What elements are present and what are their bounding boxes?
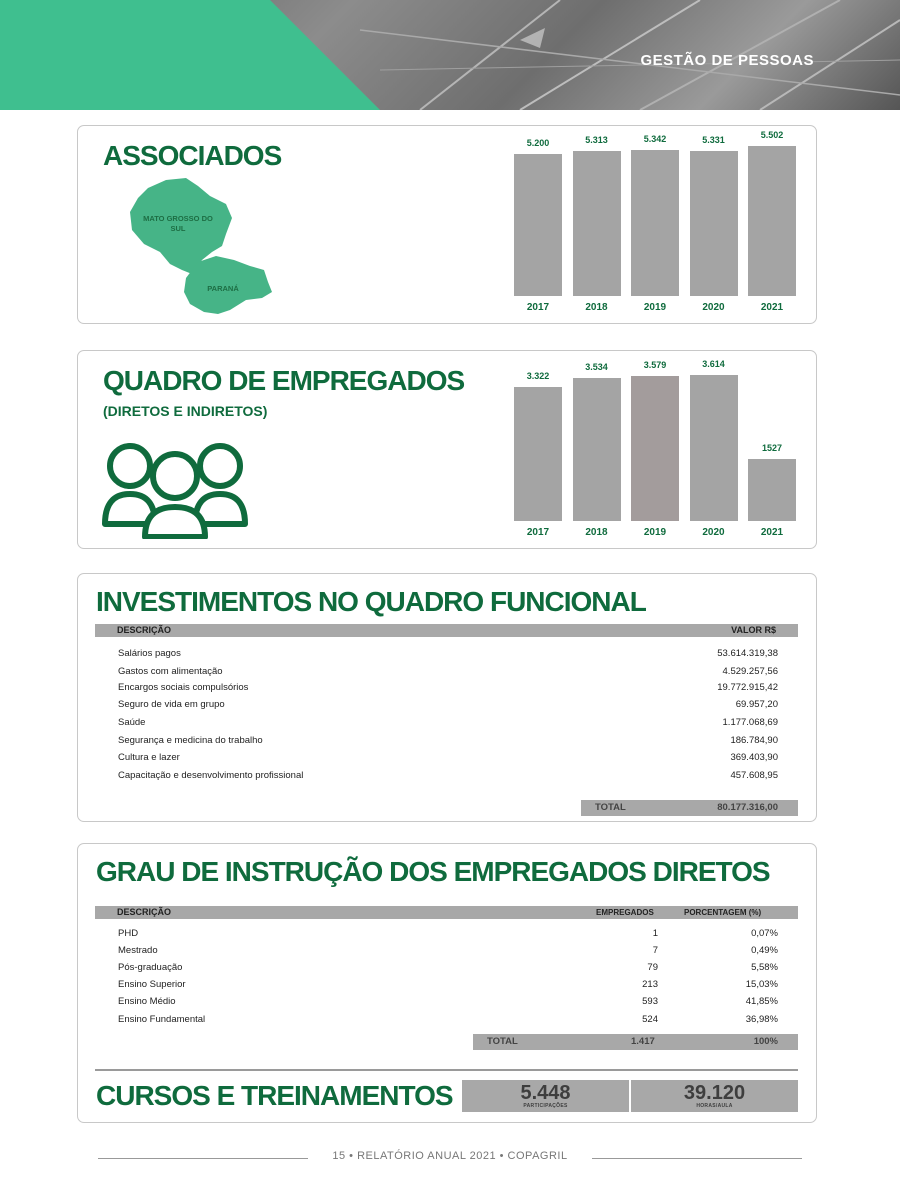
instrucao-row-label: Mestrado: [118, 945, 158, 956]
chart-category-label: 2017: [526, 302, 550, 313]
investimentos-total-value: 80.177.316,00: [717, 802, 778, 813]
stat-participacoes-label: PARTICIPAÇÕES: [523, 1103, 568, 1109]
investimento-row-value: 1.177.068,69: [722, 717, 778, 728]
associados-chart: [508, 126, 808, 325]
investimento-row-value: 19.772.915,42: [717, 682, 778, 693]
investimento-row-value: 53.614.319,38: [717, 648, 778, 659]
chart-value-label: 5.502: [760, 130, 784, 140]
instrucao-row-porcentagem: 36,98%: [745, 1014, 778, 1025]
stat-horas-aula-value: 39.120: [683, 1082, 746, 1104]
investimento-row-label: Encargos sociais compulsórios: [118, 682, 249, 693]
investimento-row-value: 69.957,20: [735, 699, 778, 710]
instrucao-table-header: [95, 906, 798, 919]
section-title: GESTÃO DE PESSOAS: [640, 52, 814, 69]
investimento-row-label: Cultura e lazer: [118, 752, 180, 763]
empregados-chart: [508, 351, 808, 550]
chart-bar-2020: [690, 151, 738, 296]
chart-bar-2017: [514, 154, 562, 296]
chart-category-label: 2019: [643, 527, 667, 538]
investimento-row-value: 457.608,95: [730, 770, 778, 781]
stat-participacoes: [462, 1080, 629, 1112]
chart-category-label: 2021: [760, 302, 784, 313]
stat-horas-aula-label: HORAS/AULA: [696, 1103, 733, 1109]
instrucao-total-bar: [473, 1034, 798, 1050]
chart-category-label: 2020: [702, 302, 725, 313]
investimentos-table-header: [95, 624, 798, 637]
instrucao-total-pct: 100%: [753, 1036, 778, 1047]
chart-bar-2018: [573, 378, 621, 521]
map-graphic: [126, 174, 286, 322]
chart-value-label: 3.322: [526, 370, 550, 381]
investimentos-title: INVESTIMENTOS NO QUADRO FUNCIONAL: [96, 586, 646, 617]
chart-category-label: 2018: [585, 527, 608, 538]
instrucao-row-label: PHD: [118, 928, 139, 939]
chart-value-label: 5.342: [643, 134, 667, 145]
investimentos-card: [77, 573, 817, 822]
chart-value-label: 3.614: [702, 359, 725, 369]
instrucao-row-porcentagem: 41,85%: [745, 996, 778, 1007]
col-porcentagem: PORCENTAGEM (%): [684, 908, 762, 917]
map-label-ms: MATO GROSSO DO SUL: [143, 214, 213, 233]
col-valor: VALOR R$: [731, 625, 776, 635]
instrucao-row-empregados: 213: [642, 979, 658, 990]
investimentos-total-label: TOTAL: [595, 802, 626, 813]
instrucao-row-porcentagem: 0,49%: [751, 945, 778, 956]
chart-category-label: 2017: [526, 527, 550, 538]
chart-category-label: 2021: [760, 527, 784, 538]
col-descricao: DESCRIÇÃO: [117, 625, 172, 635]
chart-value-label: 5.200: [526, 138, 550, 149]
empregados-card: [77, 350, 817, 549]
chart-value-label: 5.331: [702, 134, 725, 145]
chart-value-label: 5.313: [585, 135, 608, 146]
investimento-row-value: 369.403,90: [730, 752, 778, 763]
stat-participacoes-value: 5.448: [520, 1082, 571, 1104]
instrucao-row-empregados: 524: [642, 1014, 658, 1025]
instrucao-row-empregados: 1: [652, 928, 658, 939]
instrucao-row-empregados: 593: [642, 996, 658, 1007]
chart-bar-2019: [631, 376, 679, 521]
page-header: [0, 0, 900, 110]
empregados-title: QUADRO DE EMPREGADOS: [103, 365, 465, 396]
instrucao-row-label: Ensino Médio: [118, 996, 176, 1007]
chart-bar-2018: [573, 151, 621, 296]
investimento-row-label: Salários pagos: [118, 648, 181, 659]
instrucao-row-label: Ensino Superior: [118, 979, 186, 990]
associados-title: ASSOCIADOS: [103, 140, 282, 171]
empregados-subtitle: (DIRETOS E INDIRETOS): [103, 403, 268, 419]
instrucao-row-label: Pós-graduação: [118, 962, 183, 973]
chart-category-label: 2019: [643, 302, 667, 313]
col-empregados: EMPREGADOS: [596, 908, 654, 917]
cursos-divider: [95, 1069, 798, 1071]
col-descricao: DESCRIÇÃO: [117, 907, 172, 917]
cursos-title: CURSOS E TREINAMENTOS: [96, 1080, 453, 1111]
instrucao-row-empregados: 79: [647, 962, 658, 973]
instrucao-card: [77, 843, 817, 1123]
investimento-row-label: Capacitação e desenvolvimento profissional: [118, 770, 304, 781]
instrucao-row-porcentagem: 15,03%: [745, 979, 778, 990]
footer-text: 15 • RELATÓRIO ANUAL 2021 • COPAGRIL: [332, 1150, 568, 1162]
stat-horas-aula: [631, 1080, 798, 1112]
investimento-row-label: Saúde: [118, 717, 146, 728]
instrucao-title: GRAU DE INSTRUÇÃO DOS EMPREGADOS DIRETOS: [96, 856, 770, 887]
people-icon: [100, 439, 255, 539]
investimento-row-value: 186.784,90: [730, 735, 778, 746]
map-label-pr: PARANÁ: [207, 284, 239, 293]
chart-bar-2020: [690, 375, 738, 521]
instrucao-total-emp: 1.417: [631, 1036, 655, 1047]
investimentos-total-bar: [581, 800, 798, 816]
instrucao-row-empregados: 7: [652, 945, 658, 956]
instrucao-row-label: Ensino Fundamental: [118, 1014, 206, 1025]
associados-card: [77, 125, 817, 324]
chart-bar-2019: [631, 150, 679, 296]
investimento-row-value: 4.529.257,56: [722, 666, 778, 677]
chart-value-label: 1527: [761, 443, 783, 454]
chart-bar-2017: [514, 387, 562, 521]
chart-category-label: 2018: [585, 302, 608, 313]
instrucao-row-porcentagem: 5,58%: [751, 962, 778, 973]
investimento-row-label: Segurança e medicina do trabalho: [118, 735, 263, 746]
instrucao-total-label: TOTAL: [487, 1036, 518, 1047]
investimento-row-label: Seguro de vida em grupo: [118, 699, 225, 710]
chart-category-label: 2020: [702, 527, 725, 538]
chart-value-label: 3.579: [643, 360, 667, 371]
investimento-row-label: Gastos com alimentação: [118, 666, 223, 677]
instrucao-row-porcentagem: 0,07%: [751, 928, 778, 939]
chart-bar-2021: [748, 459, 796, 521]
chart-value-label: 3.534: [585, 362, 608, 373]
chart-bar-2021: [748, 146, 796, 296]
